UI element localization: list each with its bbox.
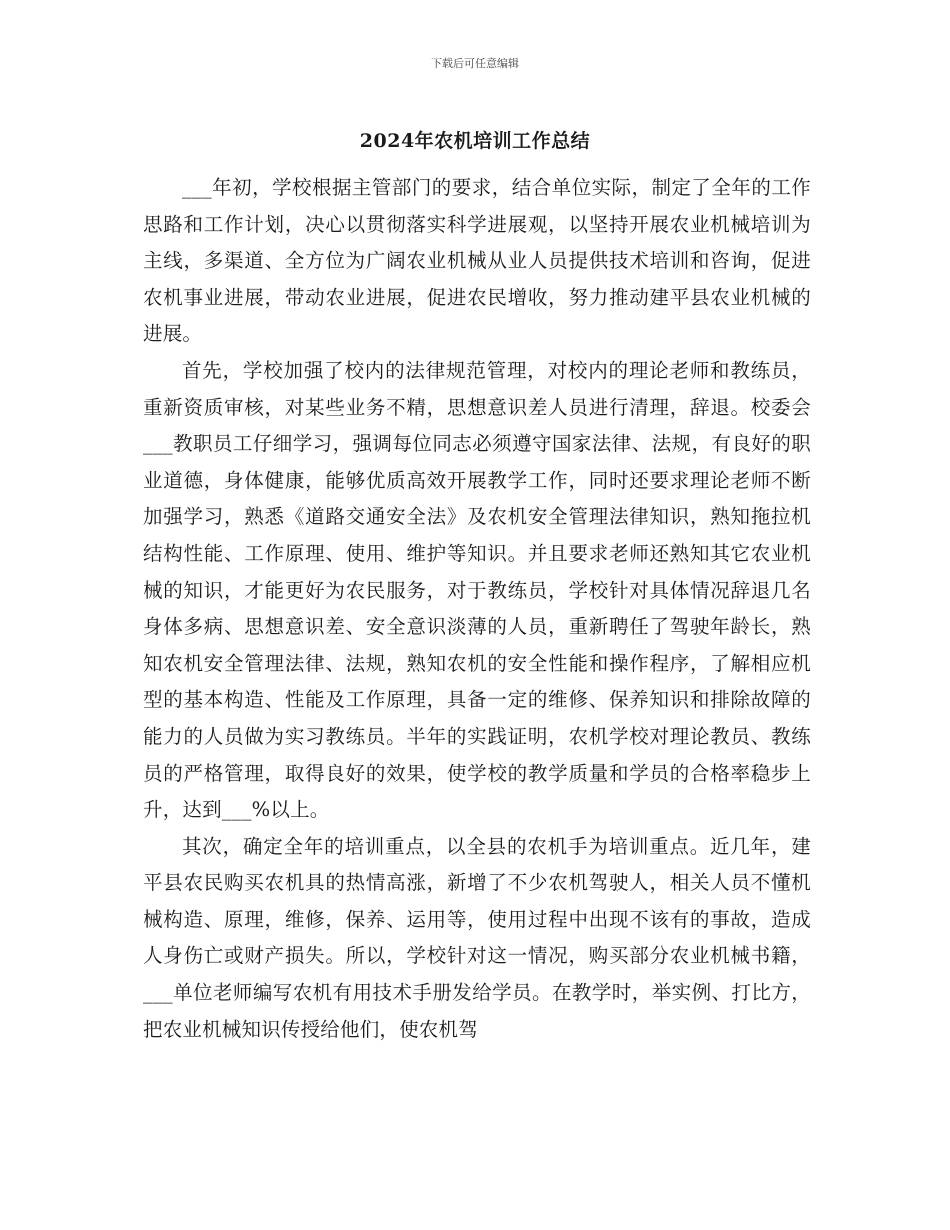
- header-note: 下载后可任意编辑: [431, 57, 519, 70]
- document-title: 2024年农机培训工作总结: [359, 130, 591, 152]
- paragraph-3: 其次，确定全年的培训重点，以全县的农机手为培训重点。近几年，建平县农民购买农机具的热情高涨，新增了不少农机驾驶人，相关人员不懂机械构造、原理，维修，保养、运用等，使用过程中出现不该有的事故，造成人身伤亡或财产损失。所以，学校针对这一情况，购买部分农业机械书籍，___单位老师编写农机有用技术手册发给学员。在教学时，举实例、打比方，把农业机械知识传授给他们，使农机驾: [143, 834, 811, 1041]
- document-body: [143, 170, 811, 1048]
- paragraph-1: ___年初，学校根据主管部门的要求，结合单位实际，制定了全年的工作思路和工作计划，决心以贯彻落实科学进展观，以坚持开展农业机械培训为主线，多渠道、全方位为广阔农业机械从业人员提供技术培训和咨询，促进农机事业进展，带动农业进展，促进农民增收，努力推动建平县农业机械的进展。: [143, 176, 811, 346]
- paragraph-2: 首先，学校加强了校内的法律规范管理，对校内的理论老师和教练员，重新资质审核，对某些业务不精，思想意识差人员进行清理，辞退。校委会___教职员工仔细学习，强调每位同志必须遵守国家法律、法规，有良好的职业道德，身体健康，能够优质高效开展教学工作，同时还要求理论老师不断加强学习，熟悉《道路交通安全法》及农机安全管理法律知识，熟知拖拉机结构性能、工作原理、使用、维护等知识。并且要求老师还熟知其它农业机械的知识，才能更好为农民服务，对于教练员，学校针对具体情况辞退几名身体多病、思想意识差、安全意识淡薄的人员，重新聘任了驾驶年龄长，熟知农机安全管理法律、法规，熟知农机的安全性能和操作程序，了解相应机型的基本构造、性能及工作原理，具备一定的维修、保养知识和排除故障的能力的人员做为实习教练员。半年的实践证明，农机学校对理论教员、教练员的严格管理，取得良好的效果，使学校的教学质量和学员的合格率稳步上升，达到___%以上。: [143, 358, 811, 822]
